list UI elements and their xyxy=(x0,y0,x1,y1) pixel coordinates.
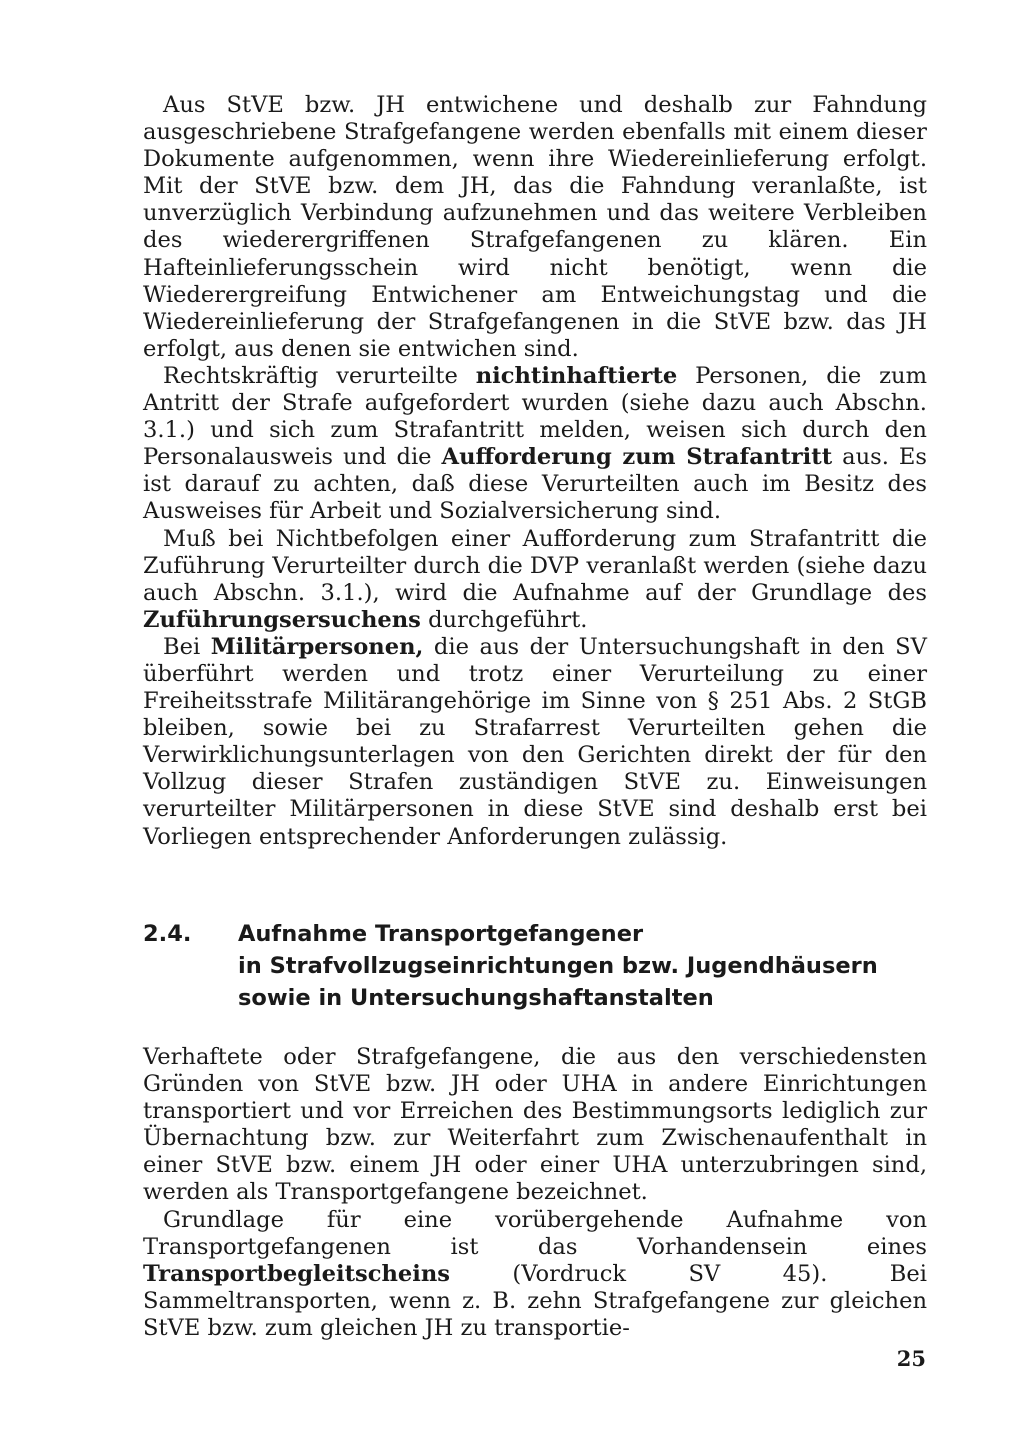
paragraph xyxy=(143,526,927,634)
section-number: 2.4. xyxy=(143,921,192,947)
text-run: Rechtskräftig verurteilte xyxy=(163,362,476,389)
text-run: die aus der Untersuchungshaft in den SV überführt werden und trotz einer Verurteilung zu einer Freiheitsstrafe Militärangehörige im Sinne von § 251 Abs. 2 StGB bleiben, sowie bei zu Strafarrest Verurteilten gehen die Verwirklichungsunterlagen von den Gerichten direkt der für den Vollzug dieser Strafen zuständigen StVE zu. Einweisungen verurteilter Militärpersonen in diese StVE sind deshalb erst bei Vorliegen entsprechender Anforderungen zulässig. xyxy=(143,633,927,850)
body-text-bottom xyxy=(143,1044,927,1342)
text-run: Grundlage für eine vorübergehende Aufnahme von Transportgefangenen ist das Vorhandensein eines xyxy=(143,1206,927,1260)
section-title-line: sowie in Untersuchungshaftanstalten xyxy=(238,985,714,1011)
text-run: Personen, die zum Antritt der Strafe aufgefordert wurden (siehe dazu auch Abschn. 3.1.) und sich zum Strafantritt melden, weisen sich durch den Personalausweis und die xyxy=(143,362,927,471)
paragraph xyxy=(143,92,927,363)
section-title-line: Aufnahme Transportgefangener xyxy=(238,921,644,947)
body-text-top xyxy=(143,92,927,851)
text-run: (Vordruck SV 45). Bei Sammeltransporten, wenn z. B. zehn Strafgefangene zur gleichen StVE bzw. zum gleichen JH zu transportie- xyxy=(143,1260,927,1341)
section-title xyxy=(238,918,927,1014)
bold-term: Militärpersonen, xyxy=(210,633,424,660)
section-title-line: in Strafvollzugseinrichtungen bzw. Jugendhäusern xyxy=(238,953,878,979)
bold-term: Transportbegleitscheins xyxy=(143,1260,451,1287)
text-run: Aus StVE bzw. JH entwichene und deshalb zur Fahndung ausgeschriebene Strafgefangene werden ebenfalls mit einem dieser Dokumente aufgenommen, wenn ihre Wiedereinlieferung erfolgt. Mit der StVE bzw. dem JH, das die Fahndung veranlaßte, ist unverzüglich Verbindung aufzunehmen und das weitere Verbleiben des wiederergriffenen Strafgefangenen zu klären. Ein Hafteinlieferungsschein wird nicht benötigt, wenn die Wiederergreifung Entwichener am Entweichungstag und die Wiedereinlieferung der Strafgefangenen in die StVE bzw. das JH erfolgt, aus denen sie entwichen sind. xyxy=(143,92,927,362)
text-run: durchgeführt. xyxy=(420,606,588,633)
paragraph xyxy=(143,363,927,526)
text-run: Verhaftete oder Strafgefangene, die aus den verschiedensten Gründen von StVE bzw. JH oder UHA in andere Einrichtungen transportiert und vor Erreichen des Bestimmungsorts lediglich zur Übernachtung bzw. zur Weiterfahrt zum Zwischenaufenthalt in einer StVE bzw. einem JH oder einer UHA unterzubringen sind, werden als Transportgefangene bezeichnet. xyxy=(143,1044,927,1206)
bold-term: nichtinhaftierte xyxy=(475,362,678,389)
paragraph xyxy=(143,1207,927,1342)
section-heading xyxy=(143,918,927,1014)
text-run: Muß bei Nichtbefolgen einer Aufforderung zum Strafantritt die Zuführung Verurteilter durch die DVP veranlaßt werden (siehe dazu auch Abschn. 3.1.), wird die Aufnahme auf der Grundlage des xyxy=(143,525,927,606)
text-run: aus. Es ist darauf zu achten, daß diese Verurteilten auch im Besitz des Ausweises für Arbeit und Sozialversicherung sind. xyxy=(143,444,928,525)
text-run: Bei xyxy=(163,633,211,660)
paragraph xyxy=(143,1044,927,1207)
paragraph xyxy=(143,634,927,851)
bold-term: Aufforderung zum Strafantritt xyxy=(441,444,833,471)
page-number: 25 xyxy=(896,1346,926,1371)
bold-term: Zuführungsersuchens xyxy=(143,606,421,633)
